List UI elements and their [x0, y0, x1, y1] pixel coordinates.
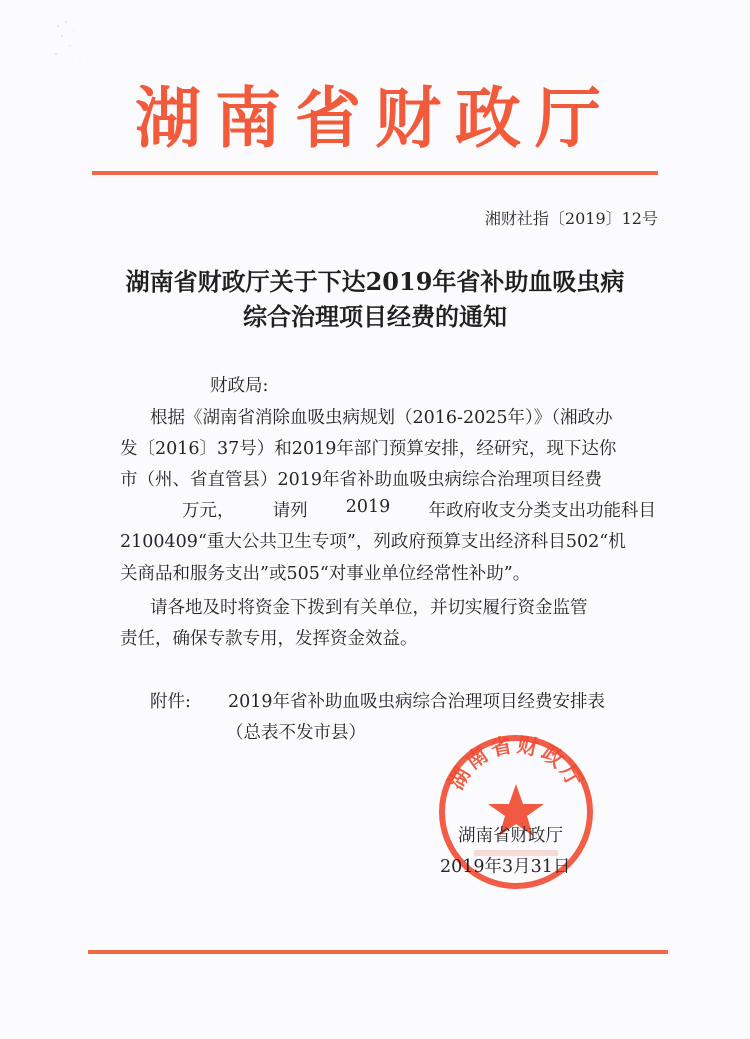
- paragraph-1-line-3: 市（州、省直管县）2019年省补助血吸虫病综合治理项目经费: [120, 470, 603, 490]
- paragraph-1-line-4-word: 2019: [345, 497, 391, 517]
- paragraph-1-line-4: [120, 497, 656, 522]
- paragraph-2-line-2: 责任，确保专款专用，发挥资金效益。: [120, 629, 418, 649]
- signature-organization: 湖南省财政厅: [458, 826, 563, 846]
- letterhead-title: 湖南省财政厅: [135, 79, 615, 157]
- paragraph-1-line-5: 2100409“重大公共卫生专项”，列政府预算支出经济科目502“机: [120, 532, 626, 552]
- attachment-title: 2019年省补助血吸虫病综合治理项目经费安排表: [228, 692, 606, 712]
- attachment-note: （总表不发市县）: [226, 723, 366, 743]
- document-title-line-2: 综合治理项目经费的通知: [243, 302, 507, 331]
- paragraph-1-line-1: 根据《湖南省消除血吸虫病规划（2016-2025年）》（湘政办: [150, 408, 613, 428]
- paragraph-1-line-6: 关商品和服务支出”或505“对事业单位经常性补助”。: [120, 564, 531, 584]
- letterhead-rule: [92, 171, 658, 175]
- scan-speckle: [52, 18, 92, 68]
- salutation: 财政局:: [210, 376, 269, 396]
- document-title-line-1: 湖南省财政厅关于下达2019年省补助血吸虫病: [125, 267, 625, 296]
- paragraph-2-line-1: 请各地及时将资金下拨到有关单位，并切实履行资金监管: [150, 598, 588, 618]
- signature-date: 2019年3月31日: [440, 857, 571, 877]
- footer-rule: [88, 950, 668, 954]
- amount-blank-unit: 万元，: [182, 501, 235, 521]
- attachment-label: 附件:: [150, 692, 191, 712]
- paragraph-1-line-2: 发〔2016〕37号）和2019年部门预算安排，经研究，现下达你: [120, 439, 617, 459]
- document-number: 湘财社指〔2019〕12号: [484, 209, 658, 228]
- svg-text:湖南省财政厅: 湖南省财政厅: [442, 732, 590, 794]
- paragraph-1-line-4-word: 请列: [272, 501, 308, 521]
- paragraph-1-line-4-word: 年政府收支分类支出功能科目: [428, 501, 656, 521]
